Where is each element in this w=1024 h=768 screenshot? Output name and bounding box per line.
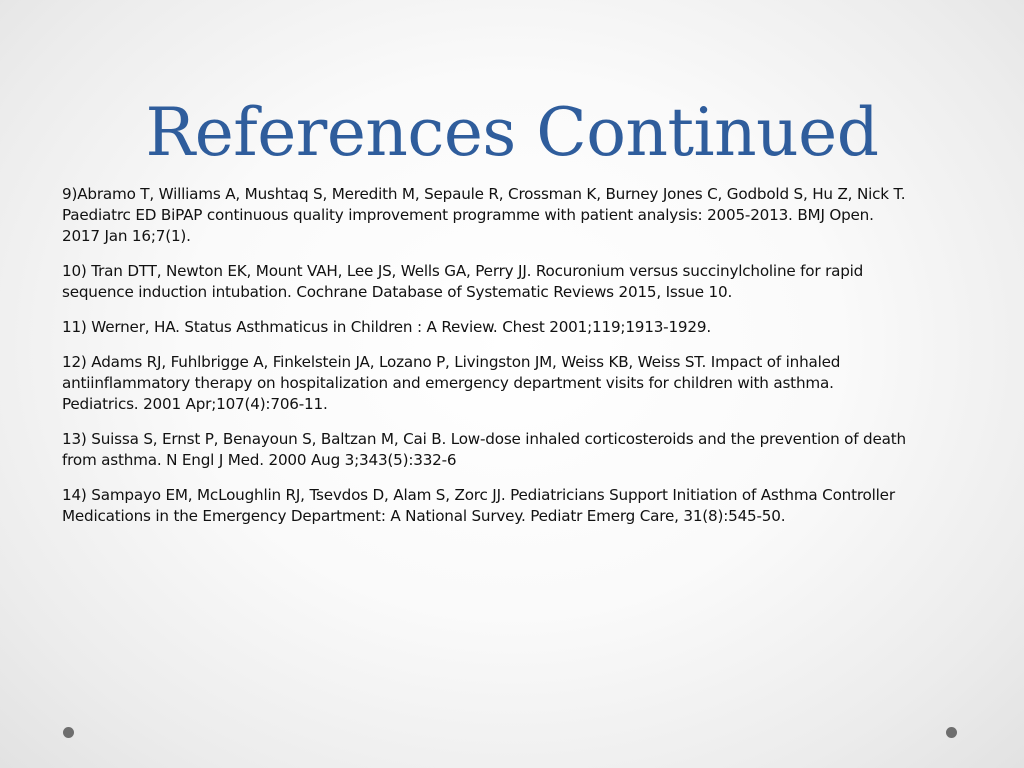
reference-item: 14) Sampayo EM, McLoughlin RJ, Tsevdos D, Alam S, Zorc JJ. Pediatricians Support Initiation of Asthma Controller Medications in the Emergency Department: A National Survey. Pediatr Emerg Care, 31(8):545-50.: [62, 486, 895, 525]
slide-title: References Continued: [145, 94, 879, 171]
reference-item: 9)Abramo T, Williams A, Mushtaq S, Meredith M, Sepaule R, Crossman K, Burney Jones C, Godbold S, Hu Z, Nick T. Paediatrc ED BiPAP continuous quality improvement programme with patient analysis: 2005-2013. BMJ Open. 2017 Jan 16;7(1).: [62, 185, 906, 245]
decorative-dot-left: [63, 727, 74, 738]
reference-list: [62, 184, 982, 541]
reference-item: 11) Werner, HA. Status Asthmaticus in Children : A Review. Chest 2001;119;1913-1929.: [62, 318, 711, 336]
reference-item: 12) Adams RJ, Fuhlbrigge A, Finkelstein JA, Lozano P, Livingston JM, Weiss KB, Weiss ST. Impact of inhaled antiinflammatory therapy on hospitalization and emergency department visits for children with asthma. Pediatrics. 2001 Apr;107(4):706-11.: [62, 353, 841, 413]
reference-item: 10) Tran DTT, Newton EK, Mount VAH, Lee JS, Wells GA, Perry JJ. Rocuronium versus succinylcholine for rapid sequence induction intubation. Cochrane Database of Systematic Reviews 2015, Issue 10.: [62, 262, 864, 301]
decorative-dot-right: [946, 727, 957, 738]
reference-item: 13) Suissa S, Ernst P, Benayoun S, Baltzan M, Cai B. Low-dose inhaled corticosteroids and the prevention of death from asthma. N Engl J Med. 2000 Aug 3;343(5):332-6: [62, 430, 906, 469]
